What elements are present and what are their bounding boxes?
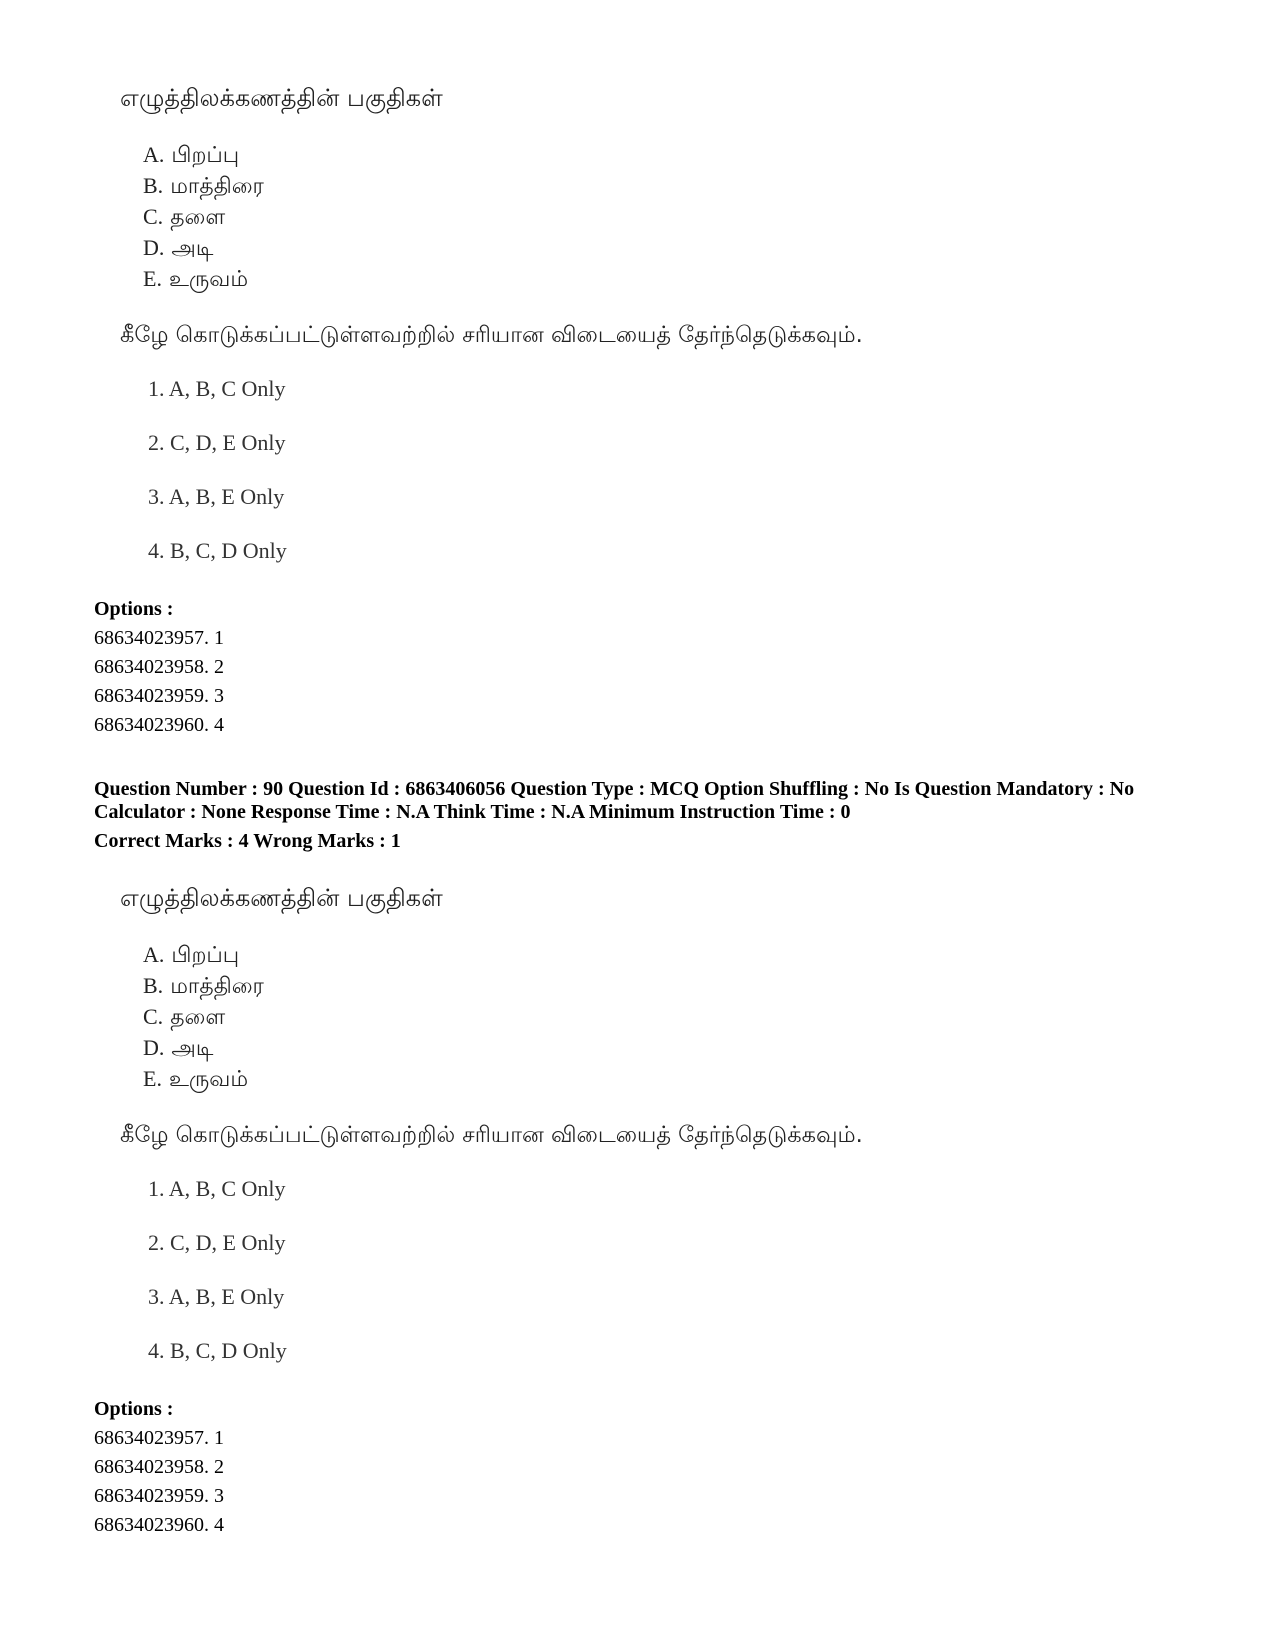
choice-e — [143, 266, 248, 295]
choice-e — [143, 1066, 248, 1095]
answer-option-2: 2. C, D, E Only — [148, 430, 286, 455]
choice-text: பிறப்பு — [171, 143, 240, 168]
question-marks: Correct Marks : 4 Wrong Marks : 1 — [94, 830, 401, 852]
option-id-line: 68634023959. 3 — [94, 1485, 224, 1507]
option-id-line: 68634023957. 1 — [94, 1427, 224, 1449]
choice-text: அடி — [171, 236, 214, 261]
choice-letter: A. — [143, 142, 165, 167]
option-id-line: 68634023957. 1 — [94, 627, 224, 649]
option-id-line: 68634023958. 2 — [94, 1456, 224, 1478]
choice-a — [143, 142, 239, 171]
choice-text: தளை — [170, 205, 226, 230]
choice-b — [143, 173, 264, 202]
choice-a — [143, 942, 239, 971]
choice-letter: C. — [143, 204, 164, 229]
choice-letter: E. — [143, 266, 162, 291]
choice-letter: D. — [143, 1035, 165, 1060]
options-heading: Options : — [94, 598, 174, 620]
option-id-line: 68634023960. 4 — [94, 1514, 224, 1536]
answer-option-4: 4. B, C, D Only — [148, 1338, 287, 1363]
choice-text: அடி — [171, 1036, 214, 1061]
choice-text: மாத்திரை — [170, 174, 264, 199]
option-id-line: 68634023958. 2 — [94, 656, 224, 678]
choice-c — [143, 204, 225, 233]
answer-option-1: 1. A, B, C Only — [148, 1176, 286, 1201]
option-id-line: 68634023960. 4 — [94, 714, 224, 736]
question-stem: எழுத்திலக்கணத்தின் பகுதிகள் — [120, 884, 443, 912]
choice-letter: D. — [143, 235, 165, 260]
answer-option-1: 1. A, B, C Only — [148, 376, 286, 401]
question-instruction: கீழே கொடுக்கப்பட்டுள்ளவற்றில் சரியான விடையைத் தேர்ந்தெடுக்கவும். — [120, 1122, 863, 1148]
choice-text: உருவம் — [168, 267, 249, 292]
choice-d — [143, 1035, 213, 1064]
answer-option-3: 3. A, B, E Only — [148, 484, 285, 509]
options-heading: Options : — [94, 1398, 174, 1420]
question-metadata: Question Number : 90 Question Id : 6863406056 Question Type : MCQ Option Shuffling : No Is Question Mandatory : No Calculator : None Response Time : N.A Think Time : N.A Minimum Instruction Time : 0 — [94, 778, 1135, 823]
choice-letter: C. — [143, 1004, 164, 1029]
question-instruction: கீழே கொடுக்கப்பட்டுள்ளவற்றில் சரியான விடையைத் தேர்ந்தெடுக்கவும். — [120, 322, 863, 348]
answer-option-3: 3. A, B, E Only — [148, 1284, 285, 1309]
choice-b — [143, 973, 264, 1002]
choice-text: பிறப்பு — [171, 943, 240, 968]
option-id-line: 68634023959. 3 — [94, 685, 224, 707]
choice-text: மாத்திரை — [170, 974, 264, 999]
answer-option-2: 2. C, D, E Only — [148, 1230, 286, 1255]
choice-letter: A. — [143, 942, 165, 967]
question-stem: எழுத்திலக்கணத்தின் பகுதிகள் — [120, 84, 443, 112]
choice-letter: B. — [143, 973, 164, 998]
answer-option-4: 4. B, C, D Only — [148, 538, 287, 563]
choice-letter: B. — [143, 173, 164, 198]
choice-text: தளை — [170, 1005, 226, 1030]
choice-d — [143, 235, 213, 264]
choice-c — [143, 1004, 225, 1033]
choice-text: உருவம் — [168, 1067, 249, 1092]
choice-letter: E. — [143, 1066, 162, 1091]
